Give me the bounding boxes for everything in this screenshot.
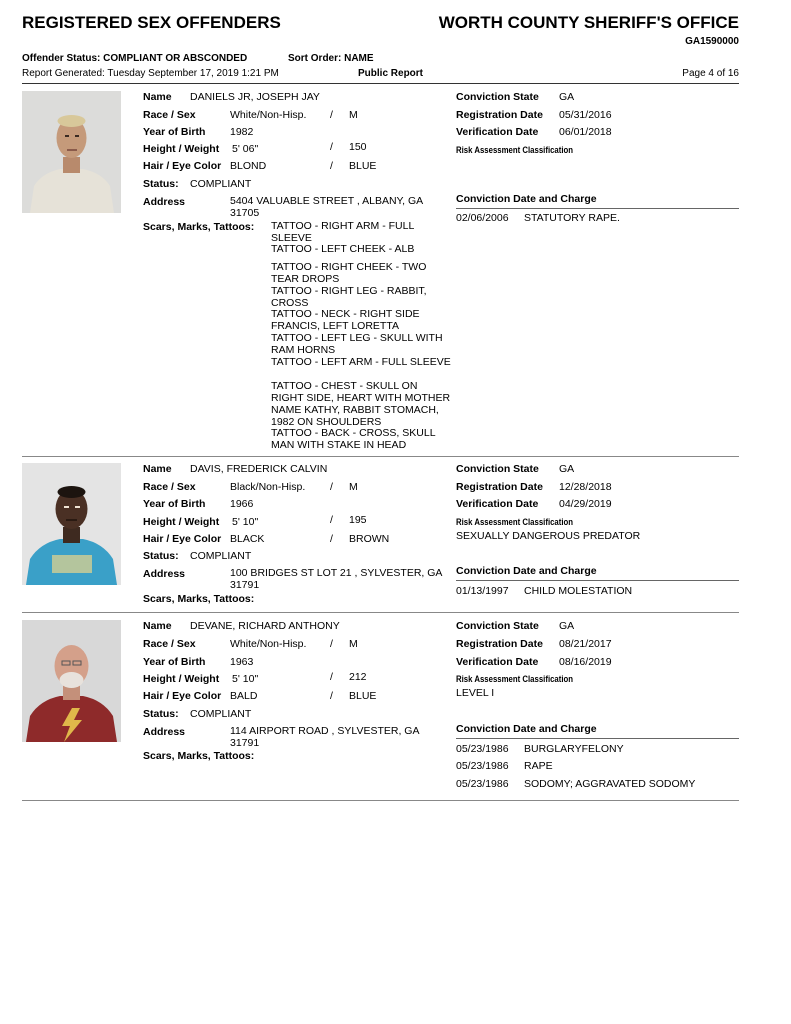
height-weight-label: Height / Weight <box>143 516 220 528</box>
charge-date: 05/23/1986 <box>456 778 509 790</box>
separator: / <box>330 671 333 683</box>
agency-id: GA1590000 <box>685 36 739 47</box>
address-value: 114 AIRPORT ROAD , SYLVESTER, GA 31791 <box>230 725 419 749</box>
verification-date-value: 06/01/2018 <box>559 126 612 138</box>
yob-value: 1982 <box>230 126 254 138</box>
address-label: Address <box>143 568 186 580</box>
name-label: Name <box>143 91 172 103</box>
offender-name: DEVANE, RICHARD ANTHONY <box>190 620 340 632</box>
address-value: 100 BRIDGES ST LOT 21 , SYLVESTER, GA 31791 <box>230 567 442 591</box>
record-divider <box>22 456 739 457</box>
address-value: 5404 VALUABLE STREET , ALBANY, GA 31705 <box>230 195 423 219</box>
race-sex-label: Race / Sex <box>143 109 196 121</box>
tattoo-item: TATTOO - LEFT CHEEK - ALB <box>271 243 415 255</box>
tattoo-item: TATTOO - LEFT ARM - FULL SLEEVE <box>271 356 451 368</box>
verification-date-value: 04/29/2019 <box>559 498 612 510</box>
race-sex-label: Race / Sex <box>143 481 196 493</box>
separator: / <box>330 514 333 526</box>
registration-date-label: Registration Date <box>456 638 543 650</box>
scars-label: Scars, Marks, Tattoos: <box>143 221 255 233</box>
weight-value: 195 <box>349 514 367 526</box>
status-value: COMPLIANT <box>190 178 252 190</box>
sex-value: M <box>349 481 358 493</box>
risk-value: LEVEL I <box>456 687 495 699</box>
hair-eye-label: Hair / Eye Color <box>143 533 222 545</box>
separator: / <box>330 690 333 702</box>
status-value: COMPLIANT <box>190 708 252 720</box>
offender-status-filter: Offender Status: COMPLIANT OR ABSCONDED <box>22 53 248 64</box>
offender-photo <box>22 620 121 742</box>
height-value: 5' 10" <box>232 673 259 685</box>
eye-value: BROWN <box>349 533 390 545</box>
hair-value: BALD <box>230 690 258 702</box>
hair-eye-label: Hair / Eye Color <box>143 160 222 172</box>
tattoo-item: TATTOO - RIGHT LEG - RABBIT, CROSS <box>271 285 427 309</box>
registration-date-label: Registration Date <box>456 481 543 493</box>
yob-value: 1963 <box>230 656 254 668</box>
registration-date-value: 08/21/2017 <box>559 638 612 650</box>
tattoo-item: TATTOO - LEFT LEG - SKULL WITH RAM HORNS <box>271 332 443 356</box>
hair-value: BLACK <box>230 533 265 545</box>
tattoo-item: TATTOO - CHEST - SKULL ON RIGHT SIDE, HEART WITH MOTHER NAME KATHY, RABBIT STOMACH, 1982 ON SHOULDERS <box>271 380 451 428</box>
separator: / <box>330 638 333 650</box>
height-value: 5' 10" <box>232 516 259 528</box>
report-title: REGISTERED SEX OFFENDERS <box>22 13 281 32</box>
address-label: Address <box>143 726 186 738</box>
weight-value: 212 <box>349 671 367 683</box>
status-label: Status: <box>143 708 179 720</box>
charge-date: 01/13/1997 <box>456 585 509 597</box>
page-number: Page 4 of 16 <box>682 68 739 79</box>
race-value: Black/Non-Hisp. <box>230 481 306 493</box>
hair-value: BLOND <box>230 160 267 172</box>
eye-value: BLUE <box>349 690 377 702</box>
conviction-state-label: Conviction State <box>456 620 539 632</box>
charge-description: RAPE <box>524 760 553 772</box>
registration-date-label: Registration Date <box>456 109 543 121</box>
tattoo-item: TATTOO - RIGHT CHEEK - TWO TEAR DROPS <box>271 261 427 285</box>
conviction-state-label: Conviction State <box>456 91 539 103</box>
conviction-charge-label: Conviction Date and Charge <box>456 565 597 577</box>
separator: / <box>330 141 333 153</box>
record-divider <box>22 612 739 613</box>
charge-date: 05/23/1986 <box>456 760 509 772</box>
report-generated: Report Generated: Tuesday September 17, 2019 1:21 PM <box>22 68 279 79</box>
sex-value: M <box>349 638 358 650</box>
yob-label: Year of Birth <box>143 126 206 138</box>
weight-value: 150 <box>349 141 367 153</box>
verification-date-value: 08/16/2019 <box>559 656 612 668</box>
separator: / <box>330 481 333 493</box>
record-divider <box>22 800 739 801</box>
name-label: Name <box>143 620 172 632</box>
status-label: Status: <box>143 178 179 190</box>
race-value: White/Non-Hisp. <box>230 109 307 121</box>
charge-divider <box>456 738 739 739</box>
charge-description: CHILD MOLESTATION <box>524 585 633 597</box>
conviction-state-label: Conviction State <box>456 463 539 475</box>
address-label: Address <box>143 196 186 208</box>
scars-label: Scars, Marks, Tattoos: <box>143 593 255 605</box>
hair-eye-label: Hair / Eye Color <box>143 690 222 702</box>
risk-label: Risk Assessment Classification <box>456 145 574 156</box>
conviction-charge-label: Conviction Date and Charge <box>456 723 597 735</box>
registration-date-value: 12/28/2018 <box>559 481 612 493</box>
conviction-state-value: GA <box>559 91 575 103</box>
sort-order: Sort Order: NAME <box>288 53 374 64</box>
verification-date-label: Verification Date <box>456 656 539 668</box>
height-weight-label: Height / Weight <box>143 143 220 155</box>
verification-date-label: Verification Date <box>456 126 539 138</box>
tattoo-item: TATTOO - BACK - CROSS, SKULL MAN WITH STAKE IN HEAD <box>271 427 436 451</box>
separator: / <box>330 533 333 545</box>
public-report-label: Public Report <box>358 68 424 79</box>
sex-value: M <box>349 109 358 121</box>
risk-label: Risk Assessment Classification <box>456 674 574 685</box>
offender-photo <box>22 91 121 213</box>
yob-label: Year of Birth <box>143 498 206 510</box>
status-value: COMPLIANT <box>190 550 252 562</box>
separator: / <box>330 160 333 172</box>
yob-label: Year of Birth <box>143 656 206 668</box>
status-label: Status: <box>143 550 179 562</box>
offender-name: DAVIS, FREDERICK CALVIN <box>190 463 328 475</box>
race-value: White/Non-Hisp. <box>230 638 307 650</box>
yob-value: 1966 <box>230 498 254 510</box>
charge-divider <box>456 208 739 209</box>
height-weight-label: Height / Weight <box>143 673 220 685</box>
scars-label: Scars, Marks, Tattoos: <box>143 750 255 762</box>
charge-description: SODOMY; AGGRAVATED SODOMY <box>524 778 696 790</box>
registration-date-value: 05/31/2016 <box>559 109 612 121</box>
separator: / <box>330 109 333 121</box>
header-divider <box>22 83 739 84</box>
charge-date: 02/06/2006 <box>456 212 509 224</box>
charge-divider <box>456 580 739 581</box>
charge-description: STATUTORY RAPE. <box>524 212 620 224</box>
agency-title: WORTH COUNTY SHERIFF'S OFFICE <box>438 13 739 32</box>
verification-date-label: Verification Date <box>456 498 539 510</box>
charge-date: 05/23/1986 <box>456 743 509 755</box>
risk-label: Risk Assessment Classification <box>456 517 574 528</box>
name-label: Name <box>143 463 172 475</box>
offender-name: DANIELS JR, JOSEPH JAY <box>190 91 320 103</box>
race-sex-label: Race / Sex <box>143 638 196 650</box>
conviction-state-value: GA <box>559 620 575 632</box>
charge-description: BURGLARYFELONY <box>524 743 624 755</box>
height-value: 5' 06" <box>232 143 259 155</box>
tattoo-item: TATTOO - RIGHT ARM - FULL SLEEVE <box>271 220 414 244</box>
offender-photo <box>22 463 121 585</box>
risk-value: SEXUALLY DANGEROUS PREDATOR <box>456 530 641 542</box>
conviction-state-value: GA <box>559 463 575 475</box>
eye-value: BLUE <box>349 160 377 172</box>
tattoo-item: TATTOO - NECK - RIGHT SIDE FRANCIS, LEFT LORETTA <box>271 308 420 332</box>
conviction-charge-label: Conviction Date and Charge <box>456 193 597 205</box>
